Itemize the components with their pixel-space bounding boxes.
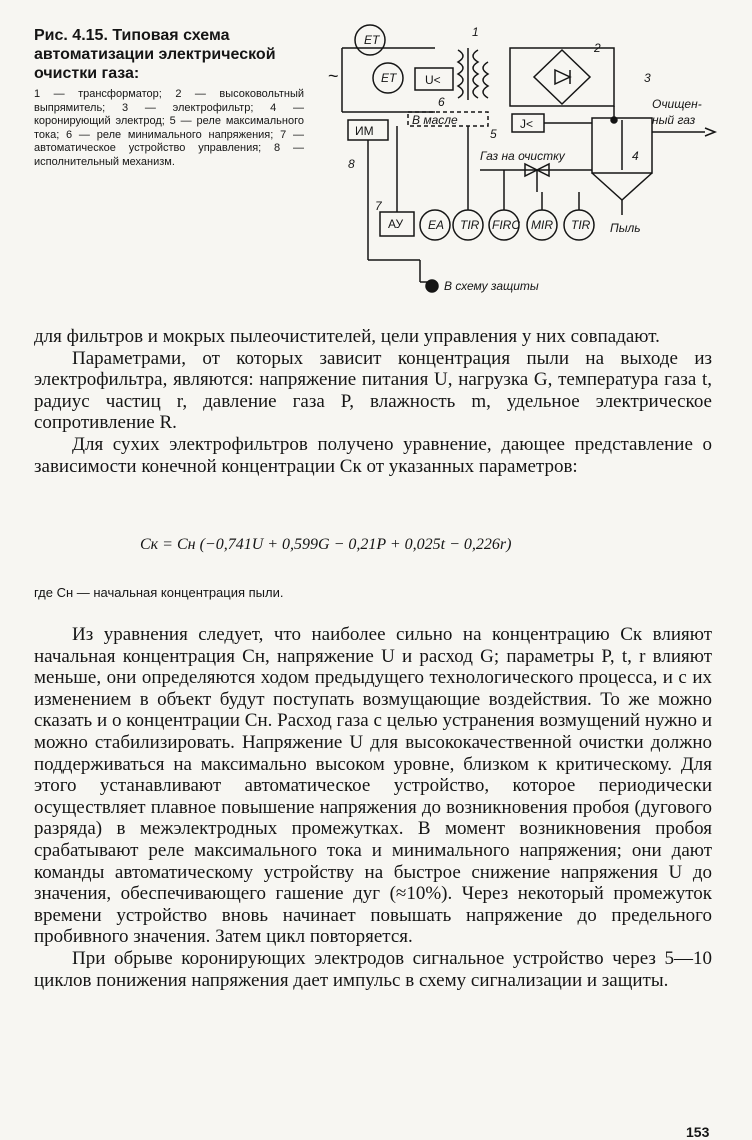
auto-device-label: АУ [388, 217, 404, 231]
label-gas-to-clean: Газ на очистку [480, 149, 565, 163]
label-2: 2 [594, 41, 601, 55]
figure-caption-title: Рис. 4.15. Типовая схема автоматизации электрической очистки газа: [34, 27, 276, 82]
label-6: 6 [438, 95, 445, 109]
figure-caption [34, 26, 304, 169]
paragraph-1: Параметрами, от которых зависит концентрация пыли на выходе из электрофильтра, являются: напряжение питания U, нагрузка G, температура газа t, радиус частиц r, давление газа P, влажность m, удельное электрическое сопротивление R. [34, 347, 712, 434]
filter-hopper [592, 173, 652, 200]
instrument-firc-label: FIRC [492, 218, 520, 232]
instrument-mir-label: MIR [531, 218, 553, 232]
rectifier-frame [510, 48, 614, 106]
transformer-secondary [473, 50, 478, 98]
instrument-ea-label: EA [428, 218, 445, 232]
label-in-oil: В масле [412, 113, 458, 127]
page-number: 153 [686, 1124, 710, 1140]
paragraph-4: При обрыве коронирующих электродов сигнальное устройство через 5—10 циклов понижения напряжения дает импульс в схему сигнализации и защиты. [34, 947, 712, 991]
label-clean-gas-2: ный газ [652, 113, 696, 127]
label-8: 8 [348, 157, 355, 171]
label-7: 7 [375, 199, 382, 213]
label-5: 5 [490, 127, 497, 141]
paragraph-3: Из уравнения следует, что наиболее сильно на концентрацию Cк влияют начальная концентрация Cн, напряжение U и расход G; параметры P, t, r влияют меньше, они определяются ходом предыдущего технологического процесса, и с их изменением в объект будут поступать возмущающие воздействия. То же можно сказать и о концентрации Cн. Расход газа с целью устранения возмущений нужно и можно стабилизировать. Напряжение U для высококачественной очистки должно поддерживаться на максимально высоком уровне, близком к критическому. Для этого устанавливают автоматическое устройство, которое периодически осуществляет плавное повышение напряжения до возникновения пробоя (дугового разряда) в межэлектродных промежутках. В момент возникновения пробоя срабатывают реле максимального тока и минимального напряжения; они дают команды автоматическому устройству на быстрое снижение напряжения U до значения, обеспечивающего гашение дуг (≈10%). Через некоторый промежуток времени устройство вновь начинает повышать напряжение до предельного пробивного значения. Затем цикл повторяется. [34, 624, 712, 948]
paragraph-2: Для сухих электрофильтров получено уравнение, дающее представление о зависимости конечной концентрации Cк от указанных параметров: [34, 433, 712, 477]
figure-caption-legend: 1 — трансформатор; 2 — высоковольтный выпрямитель; 3 — электрофильтр; 4 — коронирующий электрод; 5 — реле максимального тока; 6 — реле минимального напряжения; 7 — автоматическое устройство управления; 8 — исполнительный механизм. [34, 88, 304, 168]
automation-diagram [320, 20, 720, 305]
label-4: 4 [632, 149, 639, 163]
instrument-et-1-label: ET [364, 33, 380, 47]
transformer-primary [458, 50, 463, 98]
ac-source-symbol: ~ [328, 66, 339, 86]
relay-j-label: J< [520, 117, 534, 131]
rectifier-coil [483, 62, 488, 98]
relay-u-label: U< [425, 73, 441, 87]
actuator-label: ИМ [355, 124, 374, 138]
instrument-et-2-label: ET [381, 71, 397, 85]
equation: Cк = Cн (−0,741U + 0,599G − 0,21P + 0,025t − 0,226r) [140, 536, 512, 553]
label-to-protection: В схему защиты [444, 279, 539, 293]
rectifier-bridge [534, 50, 590, 104]
diode-symbol [555, 70, 570, 84]
instrument-tir-1-label: TIR [460, 218, 480, 232]
label-1: 1 [472, 25, 479, 39]
label-3: 3 [644, 71, 651, 85]
instrument-tir-2-label: TIR [571, 218, 591, 232]
label-clean-gas-1: Очищен- [652, 97, 702, 111]
text-block-main [34, 624, 712, 991]
paragraph-0: для фильтров и мокрых пылеочистителей, цели управления у них совпадают. [34, 326, 660, 347]
label-dust: Пыль [610, 221, 641, 235]
equation-note: где Cн — начальная концентрация пыли. [34, 585, 284, 600]
text-block-top [34, 326, 712, 477]
